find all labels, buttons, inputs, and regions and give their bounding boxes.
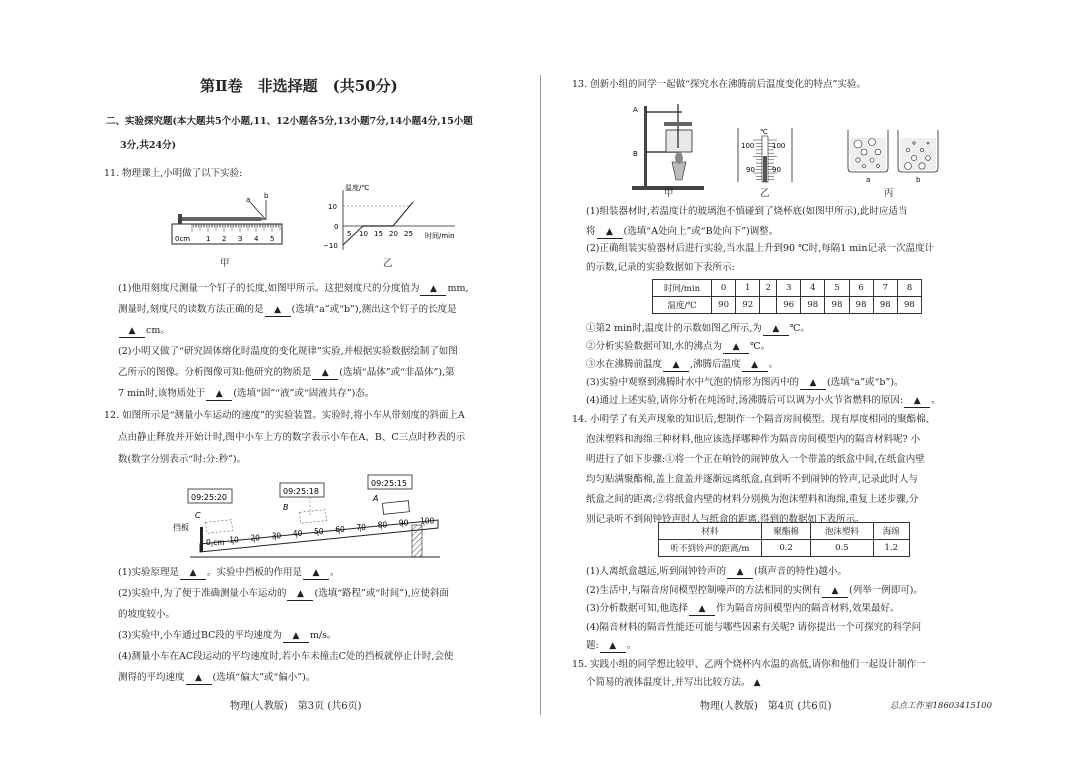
answer-blank[interactable]: ▲ (420, 283, 446, 296)
incline-figure (170, 472, 450, 564)
table-row (653, 280, 922, 297)
q14-line3: 明进行了如下步骤:①将一个正在响铃的闹钟放入一个带盖的纸盒中间,在纸盒内壁 (586, 454, 925, 465)
answer-blank[interactable]: ▲ (800, 377, 826, 390)
left-page (100, 0, 512, 764)
graph-xlabel: 时间/min (425, 232, 455, 240)
q12-part4-line1: (4)测量小车在AC段运动的平均速度时,若小车未撞击C处的挡板就停止计时,会使 (118, 651, 454, 662)
bubble-beakers (844, 128, 944, 184)
q12-line1: 12. 如图所示是“测量小车运动的速度”的实验装置。实验时,将小车从带刻度的斜面上A (104, 410, 465, 421)
q13-part2-line1: (2)正确组装实验器材后进行实验,当水温上升到90 ℃时,每隔1 min记录一次温度计 (586, 243, 934, 254)
answer-blank[interactable]: ▲ (206, 388, 232, 401)
section-header: 二、实验探究题(本大题共5个小题,11、12小题各5分,13小题7分,14小题4分,15小题 (106, 116, 473, 127)
q11-part2-line2: 乙所示的图像。分析图像可知:他研究的物质是 ▲ (选填“晶体”或“非晶体”),第 (118, 367, 455, 378)
point-c-label: C (195, 511, 201, 520)
graph-ytick: 0 (334, 223, 339, 231)
table-cell: 1 (736, 280, 760, 297)
q11-part1-line2: 测量时,刻度尺的读数方法正确的是 ▲ (选填“a”或“b”),测出这个钉子的长度是 (118, 304, 457, 315)
table-cell: 3 (777, 280, 801, 297)
incline-tick-label: 0 cm (206, 537, 225, 547)
clock-c: 09:25:20 (191, 493, 227, 502)
q13-part3: (3)实验中观察到沸腾时水中气泡的情形为图丙中的 ▲ (选填“a”或“b”)。 (586, 377, 904, 388)
q14-part4-line2: 题: ▲ 。 (586, 640, 637, 651)
bubble (870, 158, 874, 162)
q14-part3: (3)分析数据可知,他选择 ▲ 作为隔音房间模型内的隔音材料,效果最好。 (586, 603, 900, 614)
ruler-ticks (175, 224, 280, 243)
bubble (913, 142, 915, 144)
nail-head (178, 214, 182, 224)
table-cell: 0.5 (811, 540, 873, 557)
point-a-label: A (373, 494, 379, 503)
q12-line2: 点由静止释放并开始计时,图中小车上方的数字表示小车在A、B、C三点时秒表的示 (118, 432, 466, 443)
q14-part4-line1: (4)隔音材料的隔音性能还可能与哪些因素有关呢? 请你提出一个可探究的科学问 (586, 622, 922, 633)
answer-blank[interactable]: ▲ (742, 359, 768, 372)
answer-mark[interactable]: ▲ (753, 678, 761, 688)
q14-line2: 泡沫塑料和海绵三种材料,他应该选择哪种作为隔音房间模型内的隔音材料呢? 小 (586, 434, 921, 445)
table-cell: 8 (897, 280, 921, 297)
table-cell: 2 (760, 280, 777, 297)
incline-tick-label: 10 (229, 535, 239, 545)
thermo-label-90-right: 90 (772, 166, 781, 174)
incline-tick-label: 30 (271, 531, 282, 541)
answer-blank[interactable]: ▲ (727, 566, 753, 579)
answer-blank[interactable]: ▲ (763, 323, 789, 336)
right-page (572, 0, 992, 764)
answer-blank[interactable]: ▲ (904, 395, 930, 408)
incline-tick-label: 70 (356, 522, 366, 532)
graph-xtick: 20 (389, 230, 398, 238)
bubble (926, 156, 931, 161)
beaker-b-label: b (916, 176, 921, 184)
studio-credit: 总点工作室18603415100 (890, 701, 992, 711)
lid (664, 122, 692, 126)
bubble (861, 149, 867, 155)
fig-jia-caption: 甲 (664, 188, 674, 199)
ruler-label: 2 (222, 235, 227, 243)
column-divider (540, 75, 541, 715)
page-footer-right: 物理(人教版) 第4页 (共6页) (700, 701, 832, 712)
incline-tick-label: 50 (314, 527, 324, 537)
point-b-label: B (283, 503, 289, 512)
table-header-cell: 泡沫塑料 (811, 523, 873, 540)
q13-part2-line2: 的示数,记录的实验数据如下表所示: (586, 262, 735, 273)
answer-blank[interactable]: ▲ (186, 672, 212, 685)
bubble (875, 149, 881, 155)
apparatus-label-b: B (633, 150, 638, 158)
end-stop (200, 527, 203, 552)
answer-blank[interactable]: ▲ (822, 585, 848, 598)
q15-line1: 15. 实践小组的同学想比较甲、乙两个烧杯内水温的高低,请你和他们一起设计制作一 (572, 659, 926, 670)
material-table (658, 522, 910, 557)
answer-blank[interactable]: ▲ (287, 588, 313, 601)
cart-at-a (382, 501, 409, 515)
incline-tick-label: 90 (398, 518, 409, 528)
q13-c2: ②分析实验数据可知,水的沸点为 ▲ ℃。 (586, 341, 771, 352)
incline-tick-label: 80 (377, 520, 388, 530)
q14-line5: 纸盒之间的距离;②将纸盒内壁的材料分别换为泡沫塑料和海绵,重复上述步骤,分 (586, 494, 919, 505)
melting-graph (315, 184, 465, 256)
graph-xtick: 25 (404, 230, 413, 238)
thermo-liquid (763, 156, 767, 182)
table-header-cell: 温度/℃ (653, 297, 712, 314)
graph-ytick: 10 (328, 203, 337, 211)
fig-yi-caption: 乙 (383, 258, 393, 269)
table-header-cell: 聚酯棉 (762, 523, 811, 540)
graph-ytick: −10 (323, 242, 338, 250)
graph-xtick: 15 (374, 230, 383, 238)
q13-c1: ①第2 min时,温度计的示数如图乙所示,为 ▲ ℃。 (586, 323, 810, 334)
incline-tick-label: 60 (335, 524, 345, 534)
flame (675, 152, 683, 164)
q11-part2-line1: (2)小明又做了“研究固体熔化时温度的变化规律”实验,并根据实验数据绘制了如图 (118, 346, 458, 357)
eye-a-label: a (246, 196, 251, 204)
ruler-label: 4 (254, 235, 259, 243)
table-row (659, 523, 910, 540)
bubble (911, 155, 916, 160)
q13-part1-line1: (1)组装器材时,若温度计的玻璃泡不慎碰到了烧杯底(如图甲所示),此时应适当 (586, 206, 908, 217)
table-cell (760, 297, 777, 314)
alcohol-lamp (672, 162, 686, 180)
table-cell: 98 (897, 297, 921, 314)
answer-blank[interactable]: ▲ (723, 341, 749, 354)
bubble (927, 142, 929, 144)
graph-xtick: 5 (347, 230, 352, 238)
graph-ylabel: 温度/℃ (345, 184, 370, 192)
beaker-a-label: a (866, 176, 871, 184)
q11-intro: 11. 物理课上,小明做了以下实验: (104, 168, 243, 179)
table-cell: 98 (849, 297, 873, 314)
q14-line4: 均匀贴满聚酯棉,盖上盒盖并逐渐远离纸盒,直到听不到闹钟的铃声,记录此时人与 (586, 474, 919, 485)
table-cell: 0 (712, 280, 736, 297)
bubble (920, 148, 923, 151)
q13-part4: (4)通过上述实验,请你分析在炖汤时,汤沸腾后可以调为小火节省燃料的原因: ▲ 。 (586, 395, 941, 406)
cart-ghost-c (206, 520, 233, 534)
thermo-label-100-left: 100 (741, 142, 755, 150)
q14-part1: (1)人离纸盒越远,听到闹钟铃声的 ▲ (填声音的特性)越小。 (586, 566, 847, 577)
page-footer-left: 物理(人教版) 第3页 (共6页) (230, 701, 362, 712)
table-header-cell: 时间/min (653, 280, 712, 297)
table-cell: 5 (825, 280, 849, 297)
q12-part4-line2: 测得的平均速度 ▲ (选填“偏大”或“偏小”)。 (118, 672, 316, 683)
q12-line3: 数(数字分别表示“时:分:秒”)。 (118, 454, 247, 465)
q12-part3: (3)实验中,小车通过BC段的平均速度为 ▲ m/s。 (118, 630, 337, 641)
bubble (856, 158, 860, 162)
table-cell: 98 (801, 297, 825, 314)
q12-part1: (1)实验原理是 ▲ 。实验中挡板的作用是 ▲ 。 (118, 567, 340, 578)
table-cell: 98 (825, 297, 849, 314)
q14-line6: 别记录听不到闹钟铃声时人与纸盒的距离,得到的数据如下表所示。 (586, 514, 865, 525)
answer-blank[interactable]: ▲ (689, 603, 715, 616)
graph-xtick: 10 (359, 230, 368, 238)
answer-blank[interactable]: ▲ (597, 226, 623, 239)
eye-b-label: b (264, 192, 269, 200)
table-cell: 98 (873, 297, 897, 314)
table-cell: 4 (801, 280, 825, 297)
table-cell: 90 (712, 297, 736, 314)
q11-part1-line3: ▲ cm。 (118, 325, 170, 338)
stand-rod (644, 106, 647, 186)
thermo-label-100-right: 100 (772, 142, 786, 150)
table-header-cell: 海绵 (873, 523, 909, 540)
fig-yi-caption: 乙 (760, 188, 770, 199)
answer-blank[interactable]: ▲ (283, 630, 309, 643)
answer-blank[interactable]: ▲ (180, 567, 206, 580)
q11-part2-line3: 7 min时,该物质处于 ▲ (选填“固”“液”或“固液共存”)态。 (118, 388, 375, 399)
incline-tick-label: 40 (292, 529, 303, 539)
answer-blank[interactable]: ▲ (312, 367, 338, 380)
table-cell: 6 (849, 280, 873, 297)
bubble (863, 165, 866, 168)
fig-jia-caption: 甲 (220, 258, 230, 269)
answer-blank[interactable]: ▲ (119, 325, 145, 338)
fig-bing-caption: 丙 (884, 188, 894, 199)
answer-blank[interactable]: ▲ (600, 640, 626, 653)
table-cell: 92 (736, 297, 760, 314)
q13-c3: ③水在沸腾前温度 ▲ ,沸腾后温度 ▲ 。 (586, 359, 779, 370)
ruler-label: 3 (238, 235, 243, 243)
q14-part2: (2)生活中,与隔音房间模型控制噪声的方法相同的实例有 ▲ (列举一例即可)。 (586, 585, 923, 596)
thermo-label-90-left: 90 (746, 166, 755, 174)
cart-ghost-b (300, 510, 327, 524)
section-header-cont: 3分,共24分) (120, 140, 177, 151)
q13-part1-line2: 将 ▲ (选填“A处向上”或“B处向下”)调整。 (586, 226, 779, 237)
boiling-apparatus (630, 100, 710, 196)
answer-blank[interactable]: ▲ (303, 567, 329, 580)
ruler-label: 5 (270, 235, 275, 243)
table-cell: 7 (873, 280, 897, 297)
ruler-label: 1 (206, 235, 211, 243)
bubble (877, 165, 880, 168)
ruler-figure (170, 190, 288, 252)
section-title: 第Ⅱ卷 非选择题 (共50分) (200, 77, 398, 95)
beaker (666, 130, 692, 152)
table-cell: 0.2 (762, 540, 811, 557)
q12-part2-line2: 的坡度较小。 (118, 609, 176, 620)
table-row (659, 540, 910, 557)
thermo-unit: ℃ (760, 128, 768, 136)
ruler-label: 0cm (175, 235, 191, 243)
q14-line1: 14. 小明学了有关声现象的知识后,想制作一个隔音房间模型。现有厚度相同的聚酯棉、 (572, 414, 936, 425)
table-header-cell: 听不到铃声的距离/m (659, 540, 762, 557)
answer-blank[interactable]: ▲ (265, 304, 291, 317)
bubble (905, 163, 912, 170)
apparatus-label-a: A (633, 106, 638, 114)
stop-plate-label: 挡板 (173, 523, 189, 532)
q12-part2-line1: (2)实验中,为了便于准确测量小车运动的 ▲ (选填“路程”或“时间”),应使斜面 (118, 588, 449, 599)
graph-segment-3 (393, 202, 413, 226)
bubble (906, 148, 910, 152)
table-cell: 96 (777, 297, 801, 314)
temperature-table (652, 279, 922, 314)
table-header-cell: 材料 (659, 523, 762, 540)
bubble (919, 163, 925, 169)
incline-tick-label: 20 (250, 533, 260, 543)
clock-b: 09:25:18 (283, 487, 319, 496)
table-cell: 1.2 (873, 540, 909, 557)
q15-line2: 个简易的液体温度计,并写出比较方法。 ▲ (586, 677, 761, 688)
incline-tick-label: 100 (420, 516, 435, 526)
nail (182, 217, 260, 221)
answer-blank[interactable]: ▲ (663, 359, 689, 372)
table-row (653, 297, 922, 314)
thermometer-reading (734, 126, 798, 184)
q13-intro: 13. 创新小组的同学一起做“探究水在沸腾前后温度变化的特点”实验。 (572, 79, 866, 90)
clock-a: 09:25:15 (371, 479, 407, 488)
q11-part1-line1: (1)他用刻度尺测量一个钉子的长度,如图甲所示。这把刻度尺的分度值为 ▲ mm, (118, 283, 469, 294)
support-block (412, 525, 422, 557)
bubble (854, 140, 862, 148)
bubble (869, 139, 876, 146)
